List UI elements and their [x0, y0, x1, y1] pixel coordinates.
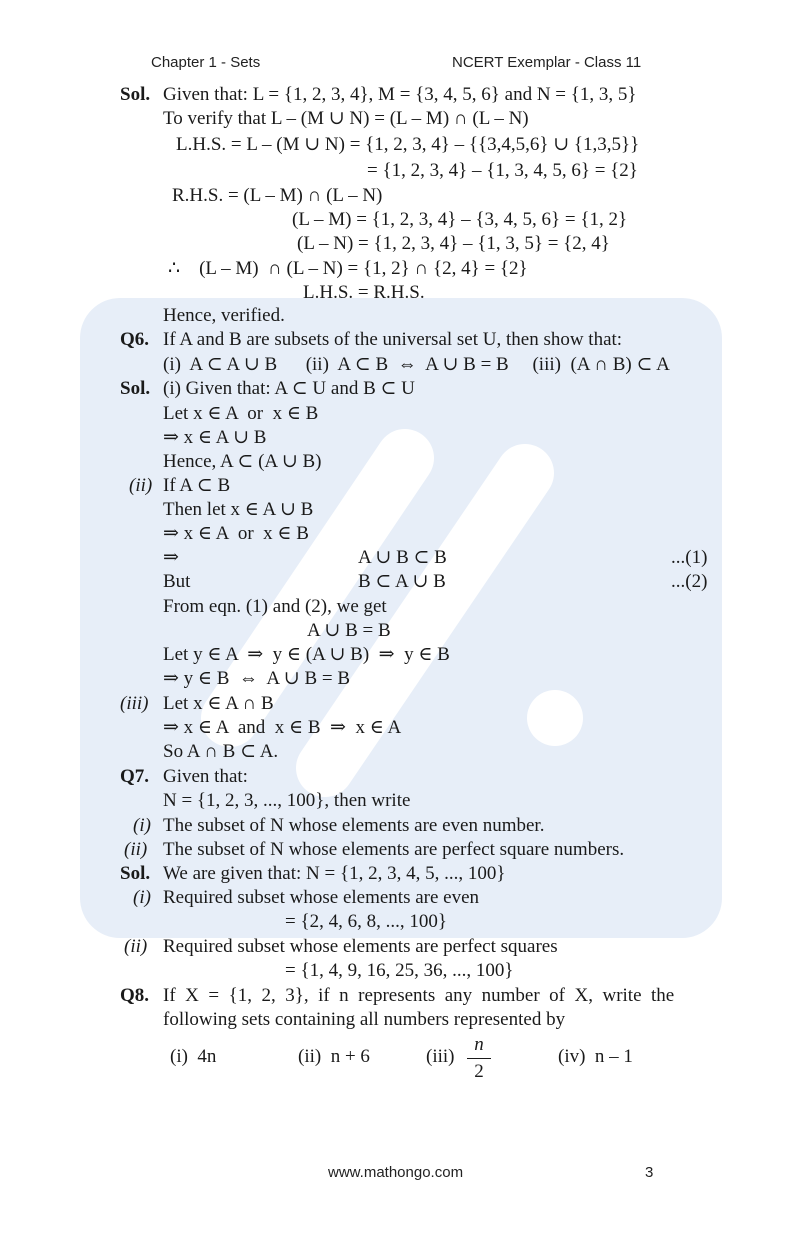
text-line: Required subset whose elements are even [163, 887, 480, 908]
text-line: Then let x ∈ A ∪ B [163, 499, 314, 520]
text-line: = {1, 2, 3, 4} – {1, 3, 4, 5, 6} = {2} [367, 160, 638, 181]
text-line: So A ∩ B ⊂ A. [163, 741, 279, 762]
text-line: (L – N) = {1, 2, 3, 4} – {1, 3, 5} = {2, 4} [297, 233, 610, 254]
text-line: A ∪ B ⊂ B [358, 547, 447, 568]
text-line: ⇒ y ∈ B ⇔ A ∪ B = B [163, 668, 351, 689]
text-line: ∴ (L – M) ∩ (L – N) = {1, 2} ∩ {2, 4} = {2} [168, 258, 528, 279]
text-line: Hence, verified. [163, 305, 285, 326]
label-sol: Sol. [120, 863, 151, 884]
question-text: N = {1, 2, 3, ..., 100}, then write [163, 790, 411, 811]
fraction [464, 1034, 494, 1083]
text-line: Given that: L = {1, 2, 3, 4}, M = {3, 4, 5, 6} and N = {1, 3, 5} [163, 84, 637, 105]
equation-number: ...(2) [671, 571, 708, 592]
label-sol: Sol. [120, 378, 151, 399]
text-line: But [163, 571, 191, 592]
footer-url: www.mathongo.com [328, 1164, 464, 1181]
header-book: NCERT Exemplar - Class 11 [452, 54, 642, 71]
text-line: From eqn. (1) and (2), we get [163, 596, 387, 617]
fraction-numerator: n [474, 1034, 484, 1055]
text-line: (i) Given that: A ⊂ U and B ⊂ U [163, 378, 415, 399]
text-line: ⇒ x ∈ A or x ∈ B [163, 523, 309, 544]
label-question: Q6. [120, 329, 150, 350]
question-text: Given that: [163, 766, 248, 787]
text-line: ⇒ x ∈ A and x ∈ B ⇒ x ∈ A [163, 717, 402, 738]
fraction-denominator: 2 [474, 1061, 484, 1082]
label-sol: Sol. [120, 84, 151, 105]
text-line: Required subset whose elements are perfect squares [163, 936, 558, 957]
text-line: (L – M) = {1, 2, 3, 4} – {3, 4, 5, 6} = {1, 2} [292, 209, 628, 230]
label-question: Q8. [120, 985, 150, 1006]
text-line: We are given that: N = {1, 2, 3, 4, 5, ..., 100} [163, 863, 506, 884]
fraction-bar [467, 1058, 491, 1059]
question-text: following sets containing all numbers represented by [163, 1009, 566, 1030]
text-line: To verify that L – (M ∪ N) = (L – M) ∩ (L – N) [163, 108, 529, 129]
question-text: The subset of N whose elements are perfect square numbers. [163, 839, 625, 860]
text-line: L.H.S. = L – (M ∪ N) = {1, 2, 3, 4} – {{3,4,5,6} ∪ {1,3,5}} [176, 134, 640, 155]
page-number: 3 [645, 1164, 654, 1181]
roman-label: (ii) [129, 475, 153, 496]
text-line: L.H.S. = R.H.S. [303, 282, 425, 303]
text-line: ⇒ [163, 547, 179, 568]
text-line: A ∪ B = B [307, 620, 391, 641]
text-line: Hence, A ⊂ (A ∪ B) [163, 451, 322, 472]
option-ii: (ii) n + 6 [298, 1046, 370, 1067]
roman-label: (i) [133, 815, 151, 836]
option-i: (i) 4n [170, 1046, 217, 1067]
label-question: Q7. [120, 766, 150, 787]
roman-label: (ii) [124, 839, 148, 860]
text-line: = {2, 4, 6, 8, ..., 100} [285, 911, 447, 932]
question-text: If A and B are subsets of the universal set U, then show that: [163, 329, 623, 350]
header-chapter: Chapter 1 - Sets [151, 54, 261, 71]
roman-label: (ii) [124, 936, 148, 957]
text-line: = {1, 4, 9, 16, 25, 36, ..., 100} [285, 960, 514, 981]
text-line: R.H.S. = (L – M) ∩ (L – N) [172, 185, 383, 206]
roman-label: (i) [133, 887, 151, 908]
option-iii: (iii) [426, 1046, 455, 1067]
text-line: ⇒ x ∈ A ∪ B [163, 427, 267, 448]
text-line: Let x ∈ A or x ∈ B [163, 403, 319, 424]
text-line: If A ⊂ B [163, 475, 231, 496]
question-parts: (i) A ⊂ A ∪ B (ii) A ⊂ B ⇔ A ∪ B = B (iii) (A ∩ B) ⊂ A [163, 354, 670, 375]
question-text: If X = {1, 2, 3}, if n represents any number of X, write the [163, 985, 675, 1006]
roman-label: (iii) [120, 693, 149, 714]
equation-number: ...(1) [671, 547, 708, 568]
question-text: The subset of N whose elements are even number. [163, 815, 545, 836]
option-iv: (iv) n – 1 [558, 1046, 633, 1067]
text-line: Let y ∈ A ⇒ y ∈ (A ∪ B) ⇒ y ∈ B [163, 644, 450, 665]
text-line: B ⊂ A ∪ B [358, 571, 446, 592]
text-line: Let x ∈ A ∩ B [163, 693, 274, 714]
